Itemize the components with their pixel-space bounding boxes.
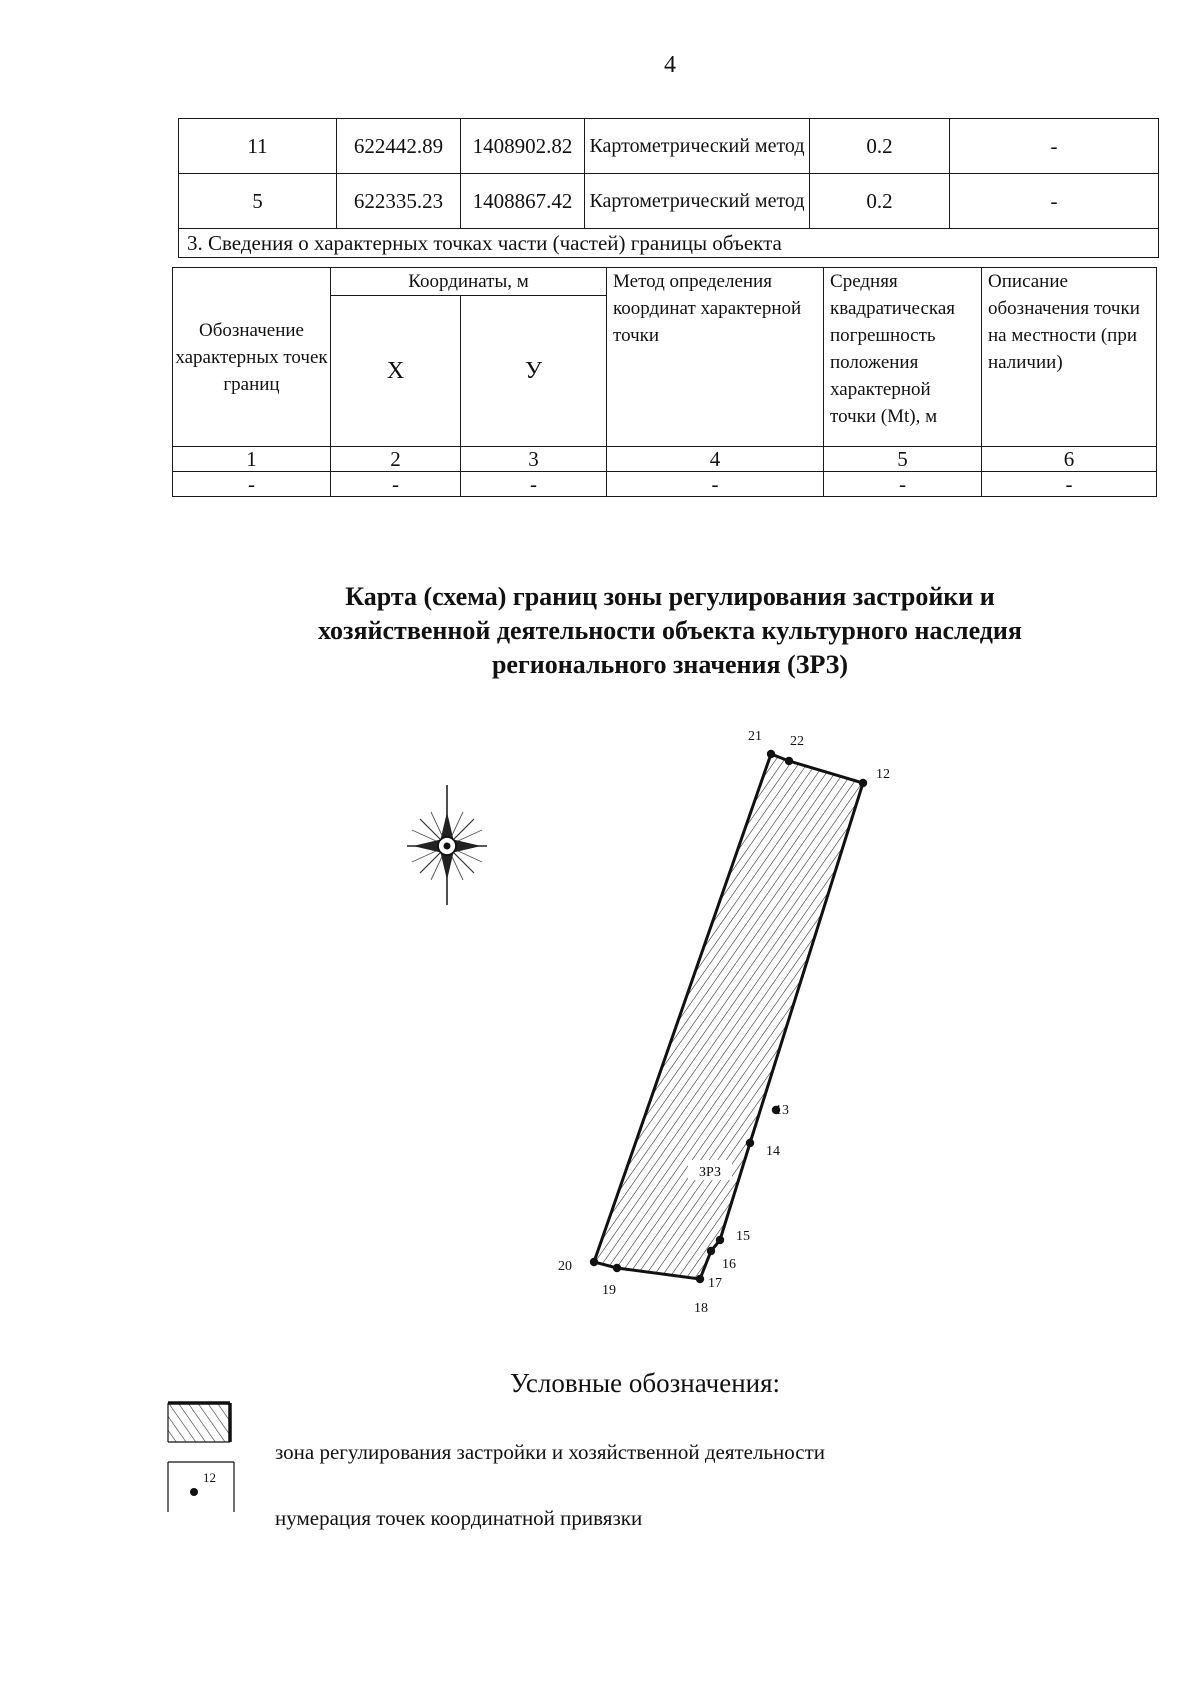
table-header-row xyxy=(173,268,1157,296)
point-label-20: 20 xyxy=(558,1259,572,1274)
table-cell: - xyxy=(331,472,461,497)
boundary-point xyxy=(859,779,867,787)
header-coordinates: Координаты, м xyxy=(331,268,607,296)
zone-label: ЗРЗ xyxy=(699,1165,721,1180)
boundary-point xyxy=(785,757,793,765)
table-cell: - xyxy=(982,472,1157,497)
legend-zone-text: зона регулирования застройки и хозяйственной деятельности xyxy=(275,1440,826,1464)
table-cell: - xyxy=(461,472,607,497)
boundary-point xyxy=(767,750,775,758)
table-cell: - xyxy=(824,472,982,497)
zone-map xyxy=(0,700,1200,1320)
coordinates-table-continued xyxy=(178,118,1159,258)
column-number: 2 xyxy=(331,447,461,472)
header-x: X xyxy=(331,296,461,447)
header-accuracy: Средняя квадратическая погрешность положения характерной точки (Mt), м xyxy=(824,268,982,447)
cell-description: - xyxy=(950,174,1159,229)
cell-y: 1408867.42 xyxy=(461,174,585,229)
column-number: 4 xyxy=(607,447,824,472)
point-marker-legend-icon xyxy=(166,1460,236,1514)
table-row xyxy=(179,229,1159,258)
boundary-point xyxy=(707,1247,715,1255)
cell-accuracy: 0.2 xyxy=(810,119,950,174)
cell-point: 5 xyxy=(179,174,337,229)
legend-title: Условные обозначения: xyxy=(510,1368,781,1398)
map-title-line: хозяйственной деятельности объекта культурного наследия xyxy=(318,616,1022,645)
table-cell: - xyxy=(173,472,331,497)
map-title-line: Карта (схема) границ зоны регулирования застройки и xyxy=(345,582,995,611)
cell-point: 11 xyxy=(179,119,337,174)
point-label-13: 13 xyxy=(775,1103,789,1118)
legend-point-number: 12 xyxy=(203,1470,216,1485)
point-label-16: 16 xyxy=(722,1257,736,1272)
cell-accuracy: 0.2 xyxy=(810,174,950,229)
header-method: Метод определения координат характерной точки xyxy=(607,268,824,447)
boundary-point xyxy=(590,1258,598,1266)
boundary-point xyxy=(716,1236,724,1244)
cell-method: Картометрический метод xyxy=(585,174,810,229)
point-label-22: 22 xyxy=(790,734,804,749)
point-label-17: 17 xyxy=(708,1276,722,1291)
column-number: 6 xyxy=(982,447,1157,472)
point-label-15: 15 xyxy=(736,1229,750,1244)
column-number-row xyxy=(173,447,1157,472)
point-label-19: 19 xyxy=(602,1283,616,1298)
page-number: 4 xyxy=(664,52,676,78)
boundary-point xyxy=(746,1139,754,1147)
table-row xyxy=(179,174,1159,229)
table-row xyxy=(173,472,1157,497)
map-title-line: регионального значения (ЗРЗ) xyxy=(491,650,849,679)
boundary-point xyxy=(613,1264,621,1272)
point-label-12: 12 xyxy=(876,767,890,782)
header-y: У xyxy=(461,296,607,447)
cell-x: 622335.23 xyxy=(337,174,461,229)
hatched-zone-legend-icon xyxy=(166,1400,234,1444)
cell-x: 622442.89 xyxy=(337,119,461,174)
boundary-point xyxy=(696,1275,704,1283)
cell-description: - xyxy=(950,119,1159,174)
parts-coordinates-table xyxy=(172,267,1157,497)
section-title: 3. Сведения о характерных точках части (частей) границы объекта xyxy=(179,229,1159,258)
map-title xyxy=(220,580,1120,682)
zone-polygon xyxy=(594,754,863,1279)
column-number: 3 xyxy=(461,447,607,472)
cell-y: 1408902.82 xyxy=(461,119,585,174)
table-cell: - xyxy=(607,472,824,497)
compass-rose-icon xyxy=(407,785,487,905)
legend-point-text: нумерация точек координатной привязки xyxy=(275,1506,643,1530)
column-number: 1 xyxy=(173,447,331,472)
table-row xyxy=(179,119,1159,174)
point-label-14: 14 xyxy=(766,1144,780,1159)
cell-method: Картометрический метод xyxy=(585,119,810,174)
header-description: Описание обозначения точки на местности (при наличии) xyxy=(982,268,1157,447)
point-label-18: 18 xyxy=(694,1301,708,1316)
point-label-21: 21 xyxy=(748,729,762,744)
column-number: 5 xyxy=(824,447,982,472)
header-point-designation: Обозначение характерных точек границ xyxy=(173,268,331,447)
